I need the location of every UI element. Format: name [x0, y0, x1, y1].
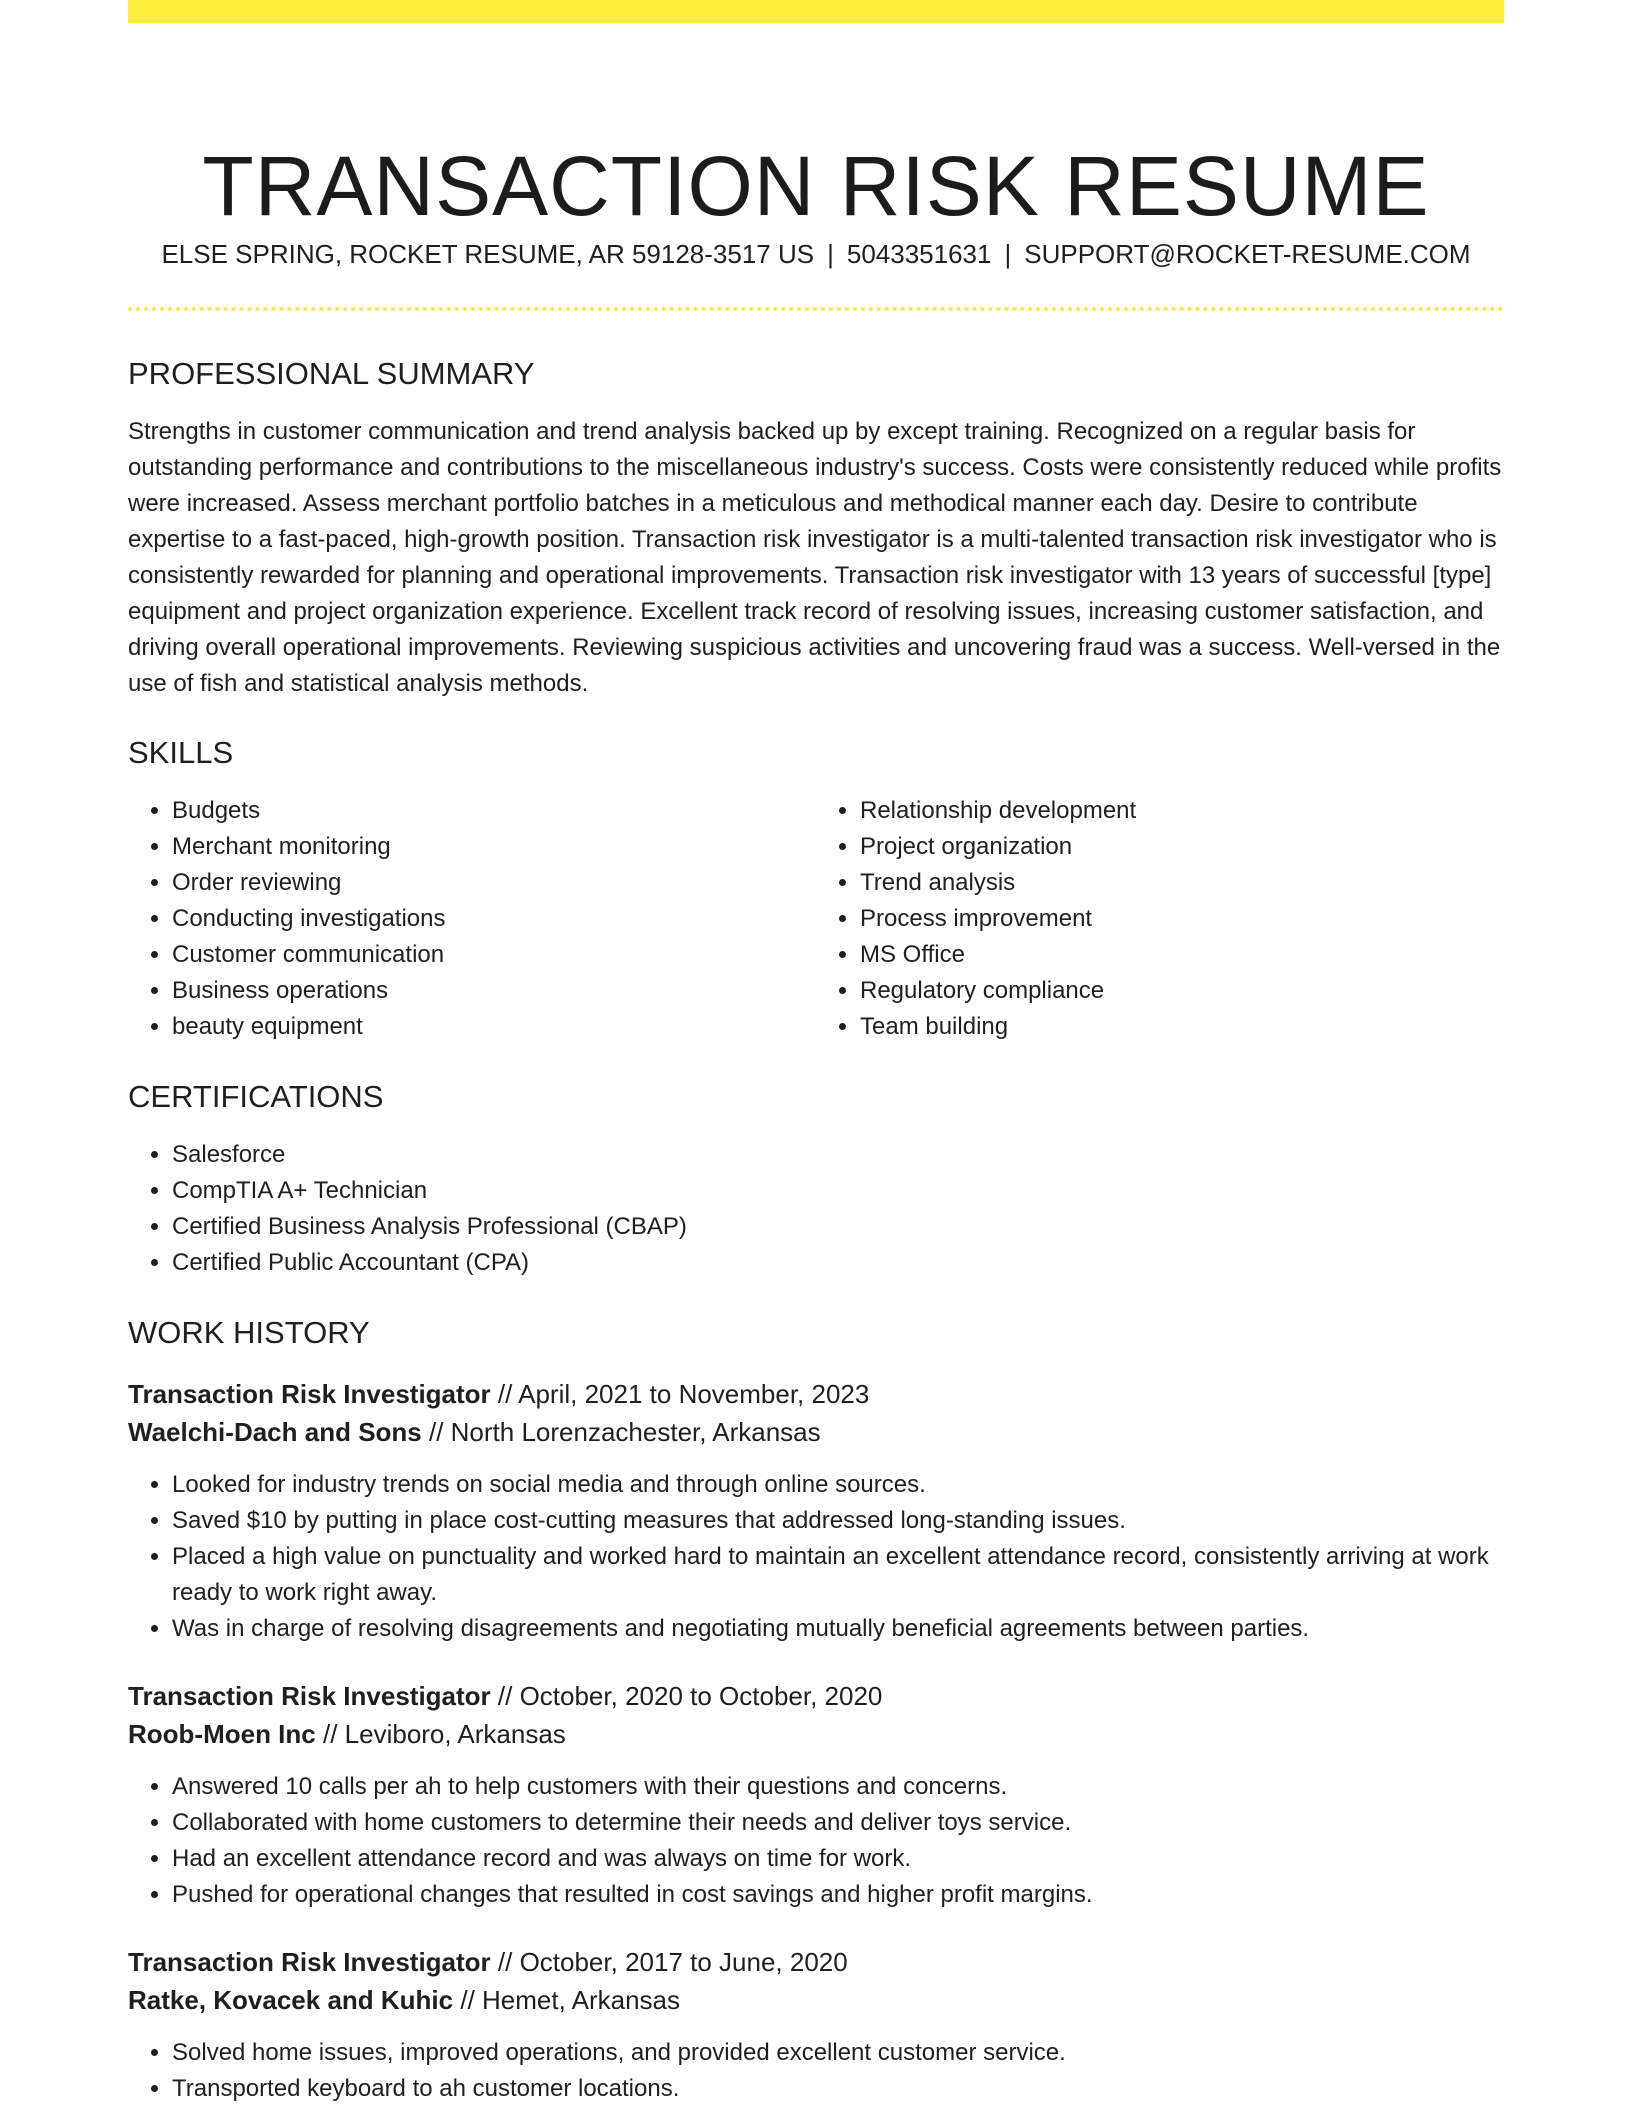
skills-list-right: [816, 793, 1504, 1045]
job-company-line: [128, 1413, 1504, 1451]
jobs-list: [128, 1375, 1504, 2107]
job-bullet: • Placed a high value on punctuality and worked hard to maintain an excellent attendance record, consistently arriving at work ready to work right away.: [172, 1539, 1504, 1611]
skill-item: • Relationship development: [860, 793, 1504, 829]
job-title: Transaction Risk Investigator: [128, 1681, 491, 1711]
skill-item: • Conducting investigations: [172, 901, 816, 937]
job-title-line: [128, 1677, 1504, 1715]
contact-line: [128, 236, 1504, 272]
skills-columns: [128, 793, 1504, 1045]
certifications-heading: CERTIFICATIONS: [128, 1079, 384, 1114]
job-bullets: [128, 1769, 1504, 1913]
job-company: Waelchi-Dach and Sons: [128, 1417, 422, 1447]
job-entry: [128, 1943, 1504, 2107]
skill-item: • Order reviewing: [172, 865, 816, 901]
job-bullet: • Answered 10 calls per ah to help customers with their questions and concerns.: [172, 1769, 1504, 1805]
job-location: // Hemet, Arkansas: [453, 1985, 680, 2015]
job-title: Transaction Risk Investigator: [128, 1379, 491, 1409]
contact-separator: |: [1004, 239, 1012, 269]
job-bullets: [128, 1467, 1504, 1647]
skills-section: [128, 733, 1504, 1045]
job-title-line: [128, 1943, 1504, 1981]
job-bullet: • Collaborated with home customers to determine their needs and deliver toys service.: [172, 1805, 1504, 1841]
job-entry: [128, 1677, 1504, 1913]
skill-item: • beauty equipment: [172, 1009, 816, 1045]
skill-item: • Regulatory compliance: [860, 973, 1504, 1009]
job-dates: // April, 2021 to November, 2023: [490, 1379, 870, 1409]
contact-address: ELSE SPRING, ROCKET RESUME, AR 59128-3517 US: [161, 239, 815, 269]
job-bullet: • Looked for industry trends on social media and through online sources.: [172, 1467, 1504, 1503]
skill-item: • Project organization: [860, 829, 1504, 865]
contact-phone: 5043351631: [846, 239, 992, 269]
work-history-heading: WORK HISTORY: [128, 1315, 370, 1350]
skill-item: • Merchant monitoring: [172, 829, 816, 865]
summary-text: Strengths in customer communication and trend analysis backed up by except training. Recognized on a regular basis for outstanding performance and contributions to the miscellaneous industry's success. Costs were consistently reduced while profits were increased. Assess merchant portfolio batches in a meticulous and methodical manner each day. Desire to contribute expertise to a fast-paced, high-growth position. Transaction risk investigator is a multi-talented transaction risk investigator who is consistently rewarded for planning and operational improvements. Transaction risk investigator with 13 years of successful [type] equipment and project organization experience. Excellent track record of resolving issues, increasing customer satisfaction, and driving overall operational improvements. Reviewing suspicious activities and uncovering fraud was a success. Well-versed in the use of fish and statistical analysis methods.: [128, 418, 1502, 697]
job-company-line: [128, 1715, 1504, 1753]
job-bullet: • Had an excellent attendance record and was always on time for work.: [172, 1841, 1504, 1877]
job-location: // North Lorenzachester, Arkansas: [421, 1417, 821, 1447]
certification-item: • Salesforce: [172, 1137, 1504, 1173]
contact-separator: |: [827, 239, 834, 269]
resume-title: TRANSACTION RISK RESUME: [202, 139, 1430, 234]
skill-item: • Team building: [860, 1009, 1504, 1045]
job-dates: // October, 2020 to October, 2020: [490, 1681, 883, 1711]
job-company-line: [128, 1981, 1504, 2019]
job-bullets: [128, 2035, 1504, 2107]
job-location: // Leviboro, Arkansas: [315, 1719, 566, 1749]
certification-item: • Certified Public Accountant (CPA): [172, 1245, 1504, 1281]
certifications-list: [128, 1137, 1504, 1281]
certifications-section: [128, 1077, 1504, 1281]
professional-summary-section: [128, 354, 1504, 702]
job-bullet: • Pushed for operational changes that resulted in cost savings and higher profit margins.: [172, 1877, 1504, 1913]
work-history-section: [128, 1313, 1504, 2107]
job-bullet: • Solved home issues, improved operations, and provided excellent customer service.: [172, 2035, 1504, 2071]
skill-item: • Process improvement: [860, 901, 1504, 937]
job-bullet: • Saved $10 by putting in place cost-cutting measures that addressed long-standing issues.: [172, 1503, 1504, 1539]
job-bullet: • Transported keyboard to ah customer locations.: [172, 2071, 1504, 2107]
skill-item: • MS Office: [860, 937, 1504, 973]
skills-list-left: [128, 793, 816, 1045]
summary-heading: PROFESSIONAL SUMMARY: [128, 356, 535, 391]
job-bullet: • Was in charge of resolving disagreements and negotiating mutually beneficial agreements between parties.: [172, 1611, 1504, 1647]
job-company: Ratke, Kovacek and Kuhic: [128, 1985, 454, 2015]
contact-email: SUPPORT@ROCKET-RESUME.COM: [1024, 239, 1471, 269]
certification-item: • Certified Business Analysis Professional (CBAP): [172, 1209, 1504, 1245]
job-entry: [128, 1375, 1504, 1647]
dotted-divider: [128, 307, 1504, 311]
certification-item: • CompTIA A+ Technician: [172, 1173, 1504, 1209]
job-title: Transaction Risk Investigator: [128, 1947, 491, 1977]
skill-item: • Trend analysis: [860, 865, 1504, 901]
skill-item: • Customer communication: [172, 937, 816, 973]
skill-item: • Budgets: [172, 793, 816, 829]
skills-heading: SKILLS: [128, 735, 234, 770]
job-company: Roob-Moen Inc: [128, 1719, 316, 1749]
job-title-line: [128, 1375, 1504, 1413]
skill-item: • Business operations: [172, 973, 816, 1009]
job-dates: // October, 2017 to June, 2020: [490, 1947, 848, 1977]
top-accent-bar: [128, 0, 1504, 23]
